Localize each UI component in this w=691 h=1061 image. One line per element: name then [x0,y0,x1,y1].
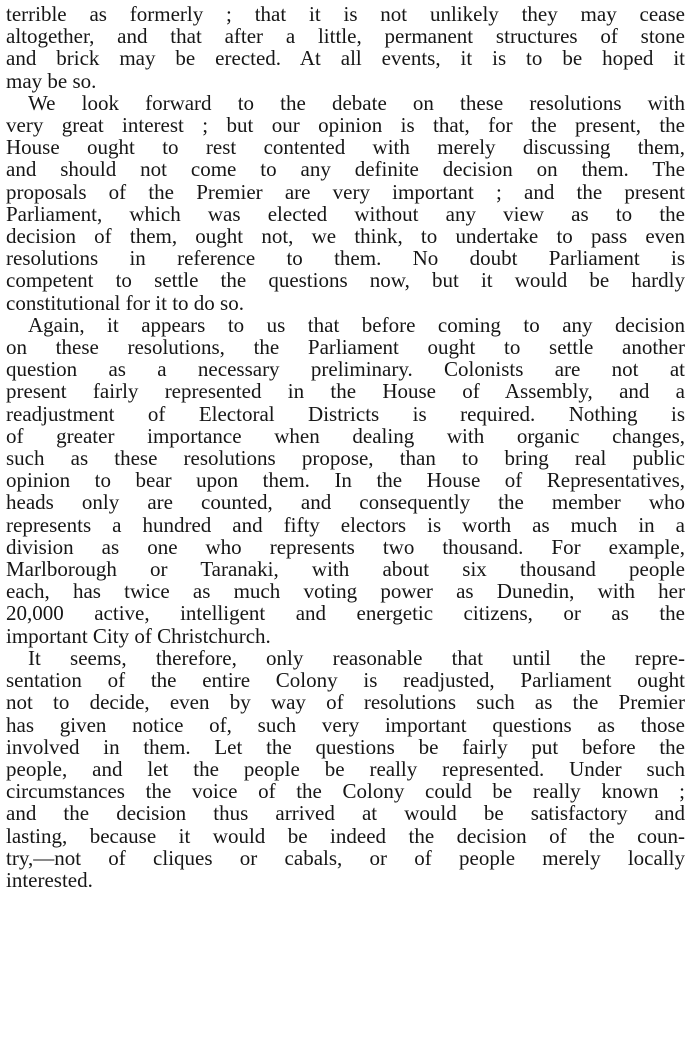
text-line: division as one who represents two thousand. For example, [6,534,685,559]
text-line: Again, it appears to us that before coming to any decision [28,312,685,337]
text-line: try,—not of cliques or cabals, or of people merely locally [6,845,685,870]
text-line: sentation of the entire Colony is readjusted, Parliament ought [6,668,685,693]
text-line: represents a hundred and fifty electors is worth as much in a [6,512,685,537]
text-line: involved in them. Let the questions be fairly put before the [6,734,685,759]
text-line: has given notice of, such very important questions as those [6,712,685,737]
text-line: not to decide, even by way of resolutions such as the Premier [6,690,685,715]
text-line: each, has twice as much voting power as Dunedin, with her [6,579,685,604]
text-line: decision of them, ought not, we think, to undertake to pass even [6,224,685,249]
text-line: constitutional for it to do so. [6,290,244,315]
text-line: We look forward to the debate on these resolutions with [28,90,685,115]
text-line: altogether, and that after a little, permanent structures of stone [6,24,685,49]
text-line: people, and let the people be really represented. Under such [6,756,685,781]
text-line: very great interest ; but our opinion is that, for the present, the [6,113,685,138]
text-line: interested. [6,867,93,892]
text-line: question as a necessary preliminary. Colonists are not at [6,357,685,382]
text-line: Parliament, which was elected without any view as to the [6,201,685,226]
text-line: readjustment of Electoral Districts is required. Nothing is [6,401,685,426]
text-line: and brick may be erected. At all events, it is to be hoped it [6,46,685,71]
text-line: resolutions in reference to them. No doubt Parliament is [6,246,685,271]
text-line: terrible as formerly ; that it is not unlikely they may cease [6,2,685,26]
text-line: and the decision thus arrived at would be satisfactory and [6,801,685,826]
article-paragraph [6,92,685,314]
text-line: circumstances the voice of the Colony could be really known ; [6,779,685,804]
text-line: proposals of the Premier are very important ; and the present [6,179,685,204]
text-line: present fairly represented in the House of Assembly, and a [6,379,685,404]
text-line: and should not come to any definite decision on them. The [6,157,685,182]
text-line: of greater importance when dealing with organic changes, [6,423,685,448]
text-line: House ought to rest contented with merely discussing them, [6,135,685,160]
text-line: 20,000 active, intelligent and energetic citizens, or as the [6,601,685,626]
text-line: It seems, therefore, only reasonable that until the repre- [28,645,685,670]
text-line: important City of Christchurch. [6,623,271,648]
text-line: heads only are counted, and consequently the member who [6,490,685,515]
text-line: such as these resolutions propose, than to bring real public [6,446,685,471]
text-line: opinion to bear upon them. In the House of Representatives, [6,468,685,493]
text-line: competent to settle the questions now, but it would be hardly [6,268,685,293]
article-paragraph [6,314,685,647]
text-line: lasting, because it would be indeed the decision of the coun- [6,823,685,848]
text-line: may be so. [6,68,97,93]
text-line: Marlborough or Taranaki, with about six thousand people [6,557,685,582]
text-line: on these resolutions, the Parliament ought to settle another [6,335,685,360]
article-paragraph [6,3,685,92]
article-paragraph [6,647,685,891]
article-body [6,3,685,891]
